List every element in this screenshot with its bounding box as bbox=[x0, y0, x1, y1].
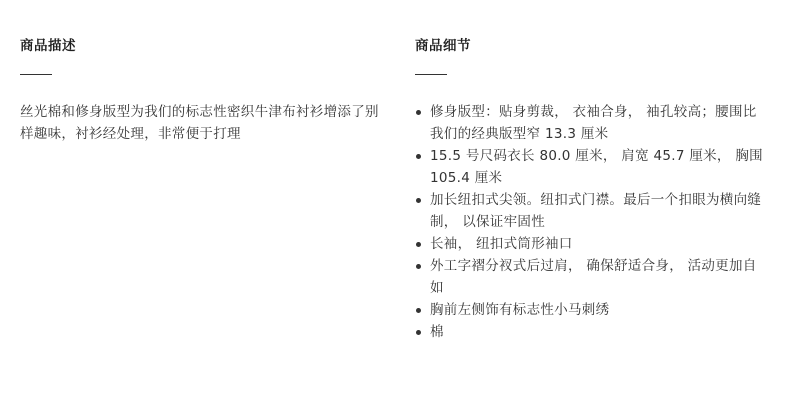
detail-item bbox=[415, 321, 770, 343]
detail-item bbox=[415, 101, 770, 145]
detail-item-text: 胸前左侧饰有标志性小马刺绣 bbox=[430, 302, 610, 318]
bullet-dot-icon bbox=[416, 330, 421, 335]
detail-item-text: 长袖， 纽扣式筒形袖口 bbox=[430, 236, 573, 252]
detail-item bbox=[415, 189, 770, 233]
product-details-list bbox=[415, 101, 770, 343]
detail-item-text: 修身版型：贴身剪裁， 衣袖合身， 袖孔较高；腰围比我们的经典版型窄 13.3 厘米 bbox=[430, 104, 757, 142]
bullet-dot-icon bbox=[416, 110, 421, 115]
heading-underline bbox=[415, 74, 447, 75]
product-details-section bbox=[415, 36, 770, 343]
bullet-dot-icon bbox=[416, 154, 421, 159]
detail-item bbox=[415, 145, 770, 189]
product-description-text: 丝光棉和修身版型为我们的标志性密织牛津布衬衫增添了别样趣味，衬衫经处理，非常便于打理 bbox=[20, 104, 379, 142]
detail-item-text: 15.5 号尺码衣长 80.0 厘米， 肩宽 45.7 厘米， 胸围 105.4 厘米 bbox=[430, 148, 763, 186]
bullet-dot-icon bbox=[416, 242, 421, 247]
detail-item-text: 棉 bbox=[430, 324, 444, 340]
bullet-dot-icon bbox=[416, 264, 421, 269]
product-description-section bbox=[20, 36, 392, 159]
product-description-heading: 商品描述 bbox=[20, 38, 76, 54]
bullet-dot-icon bbox=[416, 198, 421, 203]
bullet-dot-icon bbox=[416, 308, 421, 313]
product-details-heading: 商品细节 bbox=[415, 38, 471, 54]
detail-item bbox=[415, 299, 770, 321]
detail-item-text: 外工字褶分衩式后过肩， 确保舒适合身， 活动更加自如 bbox=[430, 258, 757, 296]
detail-item bbox=[415, 255, 770, 299]
detail-item-text: 加长纽扣式尖领。纽扣式门襟。最后一个扣眼为横向缝制， 以保证牢固性 bbox=[430, 192, 762, 230]
heading-underline bbox=[20, 74, 52, 75]
detail-item bbox=[415, 233, 770, 255]
